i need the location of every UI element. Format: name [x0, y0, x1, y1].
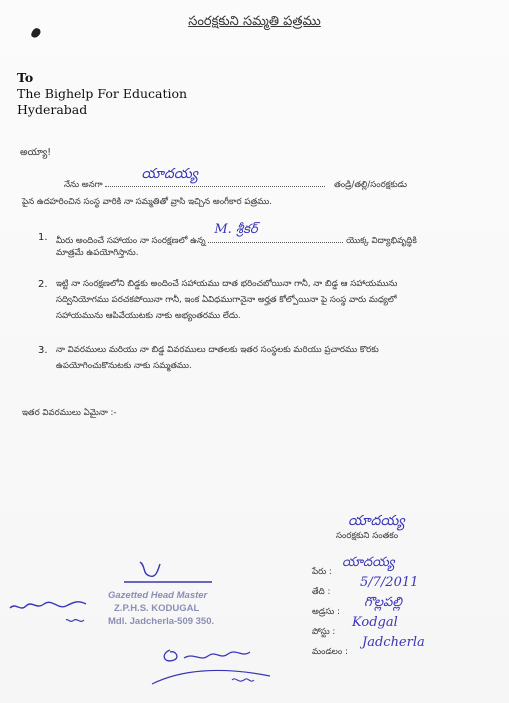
salutation: అయ్యా!	[20, 147, 52, 158]
intro-line-1	[64, 166, 408, 192]
point-1-prefix: మీరు అందించే సహాయం నా సంరక్షణలో ఉన్న	[56, 236, 206, 246]
point-1-suffix: యొక్క విద్యాభివృద్ధికి	[346, 236, 417, 246]
point-2-line-3: సహాయమును ఆపివేయుటకు నాకు అభ్యంతరము లేదు.	[56, 311, 241, 321]
point-1-line-1	[56, 222, 417, 248]
detail-row-address	[312, 595, 502, 619]
point-1-number: 1.	[38, 232, 48, 243]
details-list	[312, 555, 502, 659]
guardian-name-handwritten: యాదయ్య	[141, 166, 198, 182]
point-1-line-2: మాత్రమే ఉపయోగిస్తాను.	[56, 248, 139, 258]
detail-label: తేది :	[312, 587, 331, 597]
other-details-label: ఇతర వివరములు ఏమైనా :-	[22, 408, 117, 418]
detail-value: Kodgal	[352, 615, 398, 630]
recipient-org: The Bighelp For Education	[17, 86, 188, 101]
student-name-handwritten: M. శ్రీకర్	[214, 222, 258, 237]
stamp-line-1: Gazetted Head Master	[108, 590, 208, 601]
witness-signature	[6, 590, 96, 640]
stamp-emblem	[112, 560, 222, 588]
point-3-number: 3.	[38, 345, 48, 356]
detail-row-mandal	[312, 635, 502, 659]
detail-row-date	[312, 575, 502, 599]
point-3-line-1: నా వివరములు మరియు నా బిడ్డ వివరములు దాతలకు ఇతర సంస్థలకు మరియు ప్రచారము కొరకు	[56, 345, 379, 355]
detail-value: 5/7/2011	[360, 575, 419, 590]
detail-label: పేరు :	[312, 567, 332, 577]
point-3-line-2: ఉపయోగించుకొనుటకు నాకు సమ్మతము.	[56, 361, 192, 371]
point-2-line-2: సద్వినియోగము పరచకపోయినా గానీ, ఇంక ఏవిధముగానైనా అర్హత కోల్పోయినా పై సంస్థ వారు మధ్యలో	[56, 295, 397, 305]
detail-label: పోస్టు :	[312, 627, 336, 637]
stamp-line-2: Z.P.H.S. KODUGAL	[114, 603, 200, 614]
detail-value: గొల్లపల్లి	[364, 595, 402, 610]
headmaster-signature	[150, 640, 300, 695]
recipient-city: Hyderabad	[17, 102, 88, 117]
intro-line-2: పైన ఉదహరించిన సంస్థ వారికి నా సమ్మతితో వ్రాసి ఇచ్చిన అంగీకార పత్రము.	[22, 197, 272, 207]
letter-title: సంరక్షకుని సమ్మతి పత్రము	[188, 14, 321, 29]
guardian-name-field	[105, 166, 325, 187]
intro-prefix: నేను అనగా	[64, 180, 103, 190]
student-name-field	[208, 222, 343, 243]
recipient-to: To	[17, 70, 34, 85]
intro-suffix: తండ్రి/తల్లి/సంరక్షకుడు	[334, 180, 408, 190]
guardian-signature-label: సంరక్షకుని సంతకం	[336, 531, 399, 541]
detail-label: అడ్రసు :	[312, 607, 340, 617]
detail-label: మండలం :	[312, 647, 348, 657]
guardian-signature-handwritten: యాదయ్య	[348, 513, 405, 529]
point-2-line-1: ఇట్టి నా సంరక్షణలోని బిడ్డకు అందించే సహాయము దాత భరించబోయినా గానీ, నా బిడ్డ ఆ సహాయమును	[56, 279, 398, 289]
stamp-line-3: Mdl. Jadcherla-509 350.	[108, 616, 215, 627]
point-2-number: 2.	[38, 279, 48, 290]
detail-value: Jadcherla	[362, 635, 425, 650]
recipient-block	[17, 70, 187, 118]
detail-value: యాదయ్య	[342, 555, 395, 570]
headmaster-stamp	[108, 589, 214, 628]
